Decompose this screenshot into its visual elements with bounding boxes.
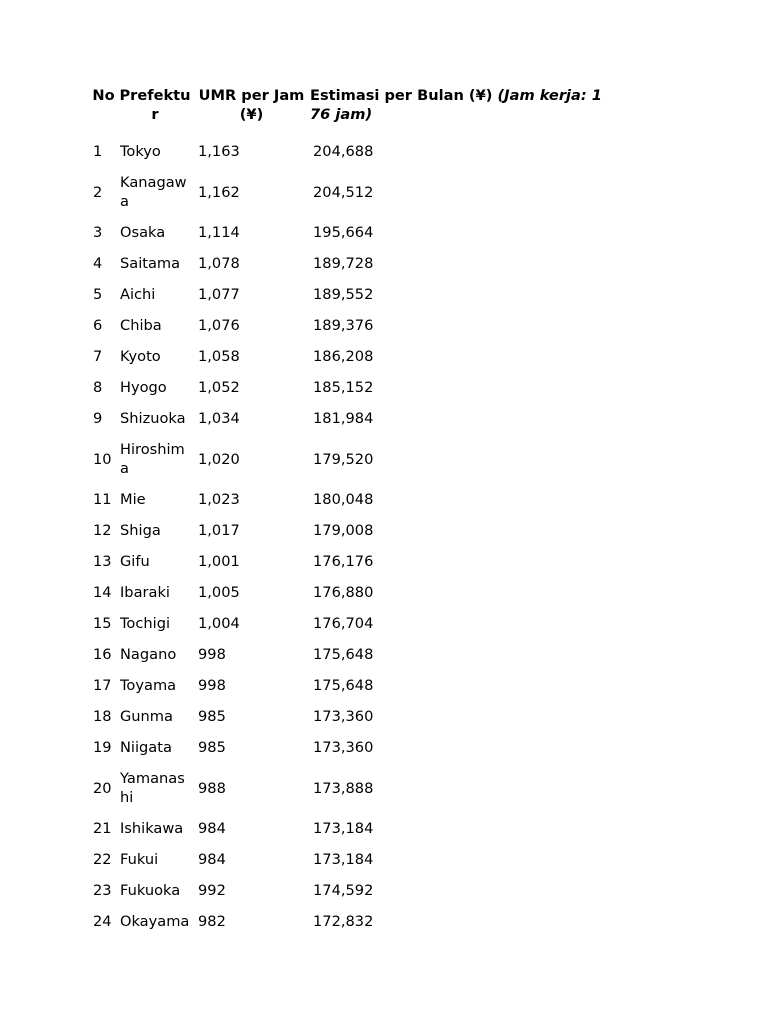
table-row — [91, 217, 611, 248]
cell-monthly-estimate: 179,520 — [313, 450, 374, 468]
cell-prefecture: Nagano — [120, 646, 177, 663]
cell-hourly-wage: 1,162 — [198, 183, 240, 201]
cell-monthly-estimate: 204,512 — [313, 183, 374, 201]
cell-monthly-estimate: 173,888 — [313, 779, 374, 797]
cell-no: 10 — [93, 450, 112, 468]
cell-prefecture: Kyoto — [120, 348, 161, 365]
cell-no: 11 — [93, 491, 112, 508]
table-row — [91, 372, 611, 403]
cell-no: 16 — [93, 646, 112, 663]
cell-prefecture: Fukui — [120, 851, 159, 868]
cell-no: 4 — [93, 255, 103, 272]
table-row — [91, 341, 611, 372]
cell-prefecture: Osaka — [120, 224, 166, 241]
cell-hourly-wage: 984 — [198, 820, 226, 837]
table-row — [91, 167, 611, 217]
cell-monthly-estimate: 175,648 — [313, 646, 374, 663]
cell-hourly-wage: 1,114 — [198, 224, 240, 241]
cell-prefecture: Ibaraki — [120, 584, 170, 601]
header-row — [91, 86, 611, 136]
cell-monthly-estimate: 176,880 — [313, 584, 374, 601]
cell-monthly-estimate: 186,208 — [313, 348, 374, 365]
cell-no: 8 — [93, 379, 103, 396]
cell-no: 19 — [93, 739, 112, 756]
cell-hourly-wage: 1,163 — [198, 143, 240, 160]
cell-monthly-estimate: 189,552 — [313, 286, 374, 303]
header-monthly-note: (Jam kerja: 176 jam) — [310, 87, 602, 123]
table-row — [91, 844, 611, 875]
table-row — [91, 515, 611, 546]
table-row — [91, 434, 611, 484]
table-row — [91, 136, 611, 167]
cell-hourly-wage: 988 — [198, 779, 226, 797]
table-row — [91, 279, 611, 310]
table-row — [91, 701, 611, 732]
header-monthly-estimate — [309, 86, 611, 136]
cell-hourly-wage: 982 — [198, 913, 226, 930]
cell-monthly-estimate: 172,832 — [313, 913, 374, 930]
cell-prefecture: Ishikawa — [120, 820, 184, 837]
cell-hourly-wage: 1,034 — [198, 410, 240, 427]
cell-no: 14 — [93, 584, 112, 601]
header-no: No — [92, 87, 115, 104]
cell-hourly-wage: 1,017 — [198, 522, 240, 539]
cell-no: 5 — [93, 286, 103, 303]
cell-hourly-wage: 992 — [198, 882, 226, 899]
cell-no: 20 — [93, 779, 112, 797]
cell-prefecture: Hiroshima — [120, 441, 185, 477]
cell-no: 3 — [93, 224, 103, 241]
cell-hourly-wage: 1,004 — [198, 615, 240, 632]
table-row — [91, 906, 611, 937]
cell-prefecture: Chiba — [120, 317, 162, 334]
cell-hourly-wage: 1,020 — [198, 450, 240, 468]
cell-no: 12 — [93, 522, 112, 539]
table-row — [91, 608, 611, 639]
cell-prefecture: Shiga — [120, 522, 161, 539]
cell-no: 21 — [93, 820, 112, 837]
cell-no: 24 — [93, 913, 112, 930]
cell-monthly-estimate: 175,648 — [313, 677, 374, 694]
cell-monthly-estimate: 181,984 — [313, 410, 374, 427]
table-row — [91, 813, 611, 844]
cell-hourly-wage: 998 — [198, 677, 226, 694]
cell-monthly-estimate: 173,184 — [313, 851, 374, 868]
cell-no: 13 — [93, 553, 112, 570]
header-monthly-main: Estimasi per Bulan (¥) — [310, 87, 493, 104]
cell-prefecture: Tochigi — [120, 615, 171, 632]
table-row — [91, 577, 611, 608]
table-row — [91, 403, 611, 434]
cell-no: 9 — [93, 410, 103, 427]
cell-monthly-estimate: 195,664 — [313, 224, 374, 241]
cell-monthly-estimate: 185,152 — [313, 379, 374, 396]
cell-hourly-wage: 1,058 — [198, 348, 240, 365]
cell-prefecture: Gifu — [120, 553, 150, 570]
cell-monthly-estimate: 180,048 — [313, 491, 374, 508]
cell-hourly-wage: 984 — [198, 851, 226, 868]
cell-monthly-estimate: 173,360 — [313, 739, 374, 756]
cell-prefecture: Aichi — [120, 286, 156, 303]
cell-no: 15 — [93, 615, 112, 632]
table-body — [91, 136, 611, 937]
table-row — [91, 763, 611, 813]
cell-prefecture: Kanagawa — [120, 174, 187, 210]
cell-hourly-wage: 1,077 — [198, 286, 240, 303]
cell-hourly-wage: 1,076 — [198, 317, 240, 334]
cell-no: 6 — [93, 317, 103, 334]
cell-no: 23 — [93, 882, 112, 899]
cell-no: 17 — [93, 677, 112, 694]
table-row — [91, 546, 611, 577]
cell-prefecture: Mie — [120, 491, 146, 508]
table-row — [91, 310, 611, 341]
cell-monthly-estimate: 189,728 — [313, 255, 374, 272]
table-row — [91, 248, 611, 279]
cell-monthly-estimate: 173,184 — [313, 820, 374, 837]
minimum-wage-table — [91, 86, 611, 937]
cell-no: 2 — [93, 183, 103, 201]
table-row — [91, 875, 611, 906]
cell-hourly-wage: 1,052 — [198, 379, 240, 396]
cell-prefecture: Toyama — [120, 677, 177, 694]
cell-hourly-wage: 985 — [198, 708, 226, 725]
cell-prefecture: Niigata — [120, 739, 172, 756]
cell-monthly-estimate: 189,376 — [313, 317, 374, 334]
table-row — [91, 670, 611, 701]
cell-hourly-wage: 985 — [198, 739, 226, 756]
header-prefecture: Prefektur — [119, 87, 191, 123]
cell-monthly-estimate: 176,176 — [313, 553, 374, 570]
table-header — [91, 86, 611, 136]
cell-no: 22 — [93, 851, 112, 868]
cell-prefecture: Hyogo — [120, 379, 167, 396]
cell-monthly-estimate: 176,704 — [313, 615, 374, 632]
table-row — [91, 639, 611, 670]
cell-monthly-estimate: 173,360 — [313, 708, 374, 725]
cell-monthly-estimate: 174,592 — [313, 882, 374, 899]
header-hourly-wage: UMR per Jam (¥) — [198, 87, 305, 123]
cell-prefecture: Fukuoka — [120, 882, 181, 899]
cell-prefecture: Okayama — [120, 913, 190, 930]
cell-hourly-wage: 1,078 — [198, 255, 240, 272]
cell-no: 7 — [93, 348, 103, 365]
table-row — [91, 732, 611, 763]
cell-no: 1 — [93, 143, 103, 160]
cell-prefecture: Shizuoka — [120, 410, 186, 427]
cell-monthly-estimate: 179,008 — [313, 522, 374, 539]
cell-hourly-wage: 998 — [198, 646, 226, 663]
cell-no: 18 — [93, 708, 112, 725]
cell-prefecture: Yamanashi — [120, 770, 185, 806]
cell-hourly-wage: 1,001 — [198, 553, 240, 570]
cell-prefecture: Saitama — [120, 255, 181, 272]
cell-prefecture: Tokyo — [120, 143, 161, 160]
cell-hourly-wage: 1,005 — [198, 584, 240, 601]
cell-hourly-wage: 1,023 — [198, 491, 240, 508]
table-row — [91, 484, 611, 515]
cell-monthly-estimate: 204,688 — [313, 143, 374, 160]
cell-prefecture: Gunma — [120, 708, 173, 725]
